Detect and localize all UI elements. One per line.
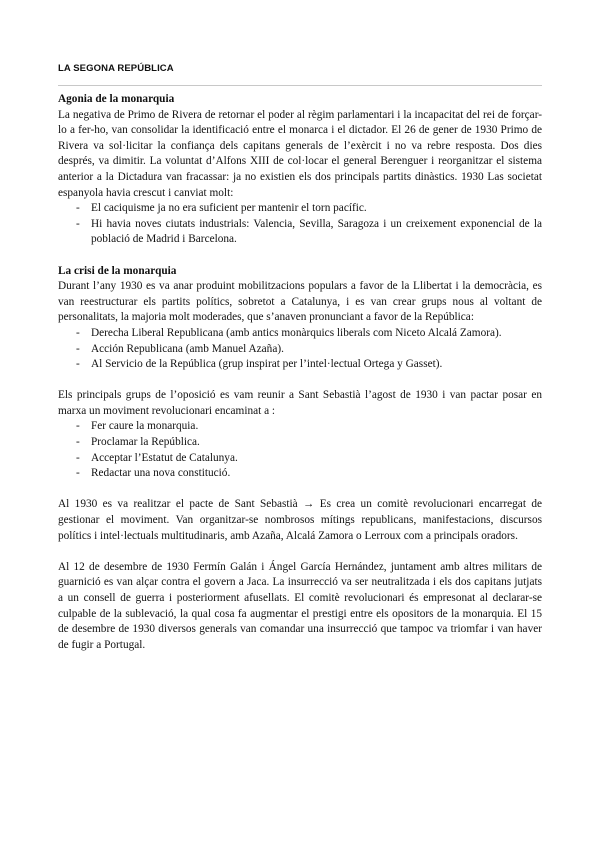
list-item: - Proclamar la República. bbox=[58, 435, 542, 451]
list-item: - Al Servicio de la República (grup inspirat per l’intel·lectual Ortega y Gasset). bbox=[58, 357, 542, 373]
section-opposition bbox=[58, 388, 542, 482]
list-item: - Hi havia noves ciutats industrials: Valencia, Sevilla, Saragoza i un creixement exponencial de la població de Madrid i Barcelona. bbox=[58, 217, 542, 248]
paragraph-jaca: Al 12 de desembre de 1930 Fermín Galán i Ángel García Hernández, juntament amb altres militars de guarnició es van alçar contra el govern a Jaca. La insurrecció va ser neutralitzada i els dos capitans jutjats a un consell de guerra i posteriorment afusellats. El comitè revolucionari és empresonat al declarar-se culpable de la sublevació, la qual cosa fa augmentar el prestigi entre els opositors de la monarquia. El 15 de desembre de 1930 diversos generals van comandar una insurrecció que tampoc va triomfar i van haver de fugir a Portugal. bbox=[58, 560, 542, 651]
title-divider bbox=[58, 85, 542, 86]
document-body bbox=[58, 92, 542, 653]
section-agonia bbox=[58, 92, 542, 248]
list-item: - Redactar una nova constitució. bbox=[58, 466, 542, 482]
list-parties bbox=[58, 326, 542, 373]
section-heading-crisi: La crisi de la monarquia bbox=[58, 264, 177, 277]
list-item: - Derecha Liberal Republicana (amb antics monàrquics liberals com Niceto Alcalá Zamora). bbox=[58, 326, 542, 342]
paragraph-pact: Al 1930 es va realitzar el pacte de Sant Sebastià → Es crea un comitè revolucionari encarregat de gestionar el moviment. Van organitzar-se nombrosos mítings republicans, manifestacions, discursos polítics i intel·lectuals multitudinaris, amb Azaña, Alcalá Zamora o Lerroux com a principals oradors. bbox=[58, 498, 542, 542]
list-goals bbox=[58, 419, 542, 481]
list-item: - El caciquisme ja no era suficient per mantenir el torn pacífic. bbox=[58, 201, 542, 217]
list-agonia bbox=[58, 201, 542, 248]
section-heading-agonia: Agonia de la monarquia bbox=[58, 93, 175, 105]
section-crisi bbox=[58, 264, 542, 373]
list-item: - Fer caure la monarquia. bbox=[58, 419, 542, 435]
list-item: - Acción Republicana (amb Manuel Azaña). bbox=[58, 342, 542, 358]
document-title: LA SEGONA REPÚBLICA bbox=[58, 63, 174, 74]
paragraph-opposition: Els principals grups de l’oposició es vam reunir a Sant Sebastià l’agost de 1930 i van pactar posar en marxa un moviment revolucionari encaminat a : bbox=[58, 389, 542, 417]
list-item: - Acceptar l’Estatut de Catalunya. bbox=[58, 451, 542, 467]
paragraph-crisi: Durant l’any 1930 es va anar produint mobilitzacions populars a favor de la Llibertat i la democràcia, es van reestructurar els partits polítics, sobretot a Catalunya, i es van crear grups nous al voltant de personalitats, la majoria molt moderades, que s’anaven pronunciant a favor de la República: bbox=[58, 280, 542, 324]
paragraph-agonia: La negativa de Primo de Rivera de retornar el poder al règim parlamentari i la incapacitat del rei de forçar-lo a fer-ho, van consolidar la identificació entre el monarca i el dictador. El 26 de gener de 1930 Primo de Rivera va sol·licitar la confiança dels capitans generals de l’exèrcit i no va rebre resposta. Dos dies després, va dimitir. La voluntat d’Alfons XIII de col·locar el general Berenguer i reorganitzar el sistema anterior a la Dictadura van fracassar: ja no existien els dos principals partits dinàstics. 1930 Las societat espanyola havia crescut i canviat molt: bbox=[58, 108, 542, 199]
